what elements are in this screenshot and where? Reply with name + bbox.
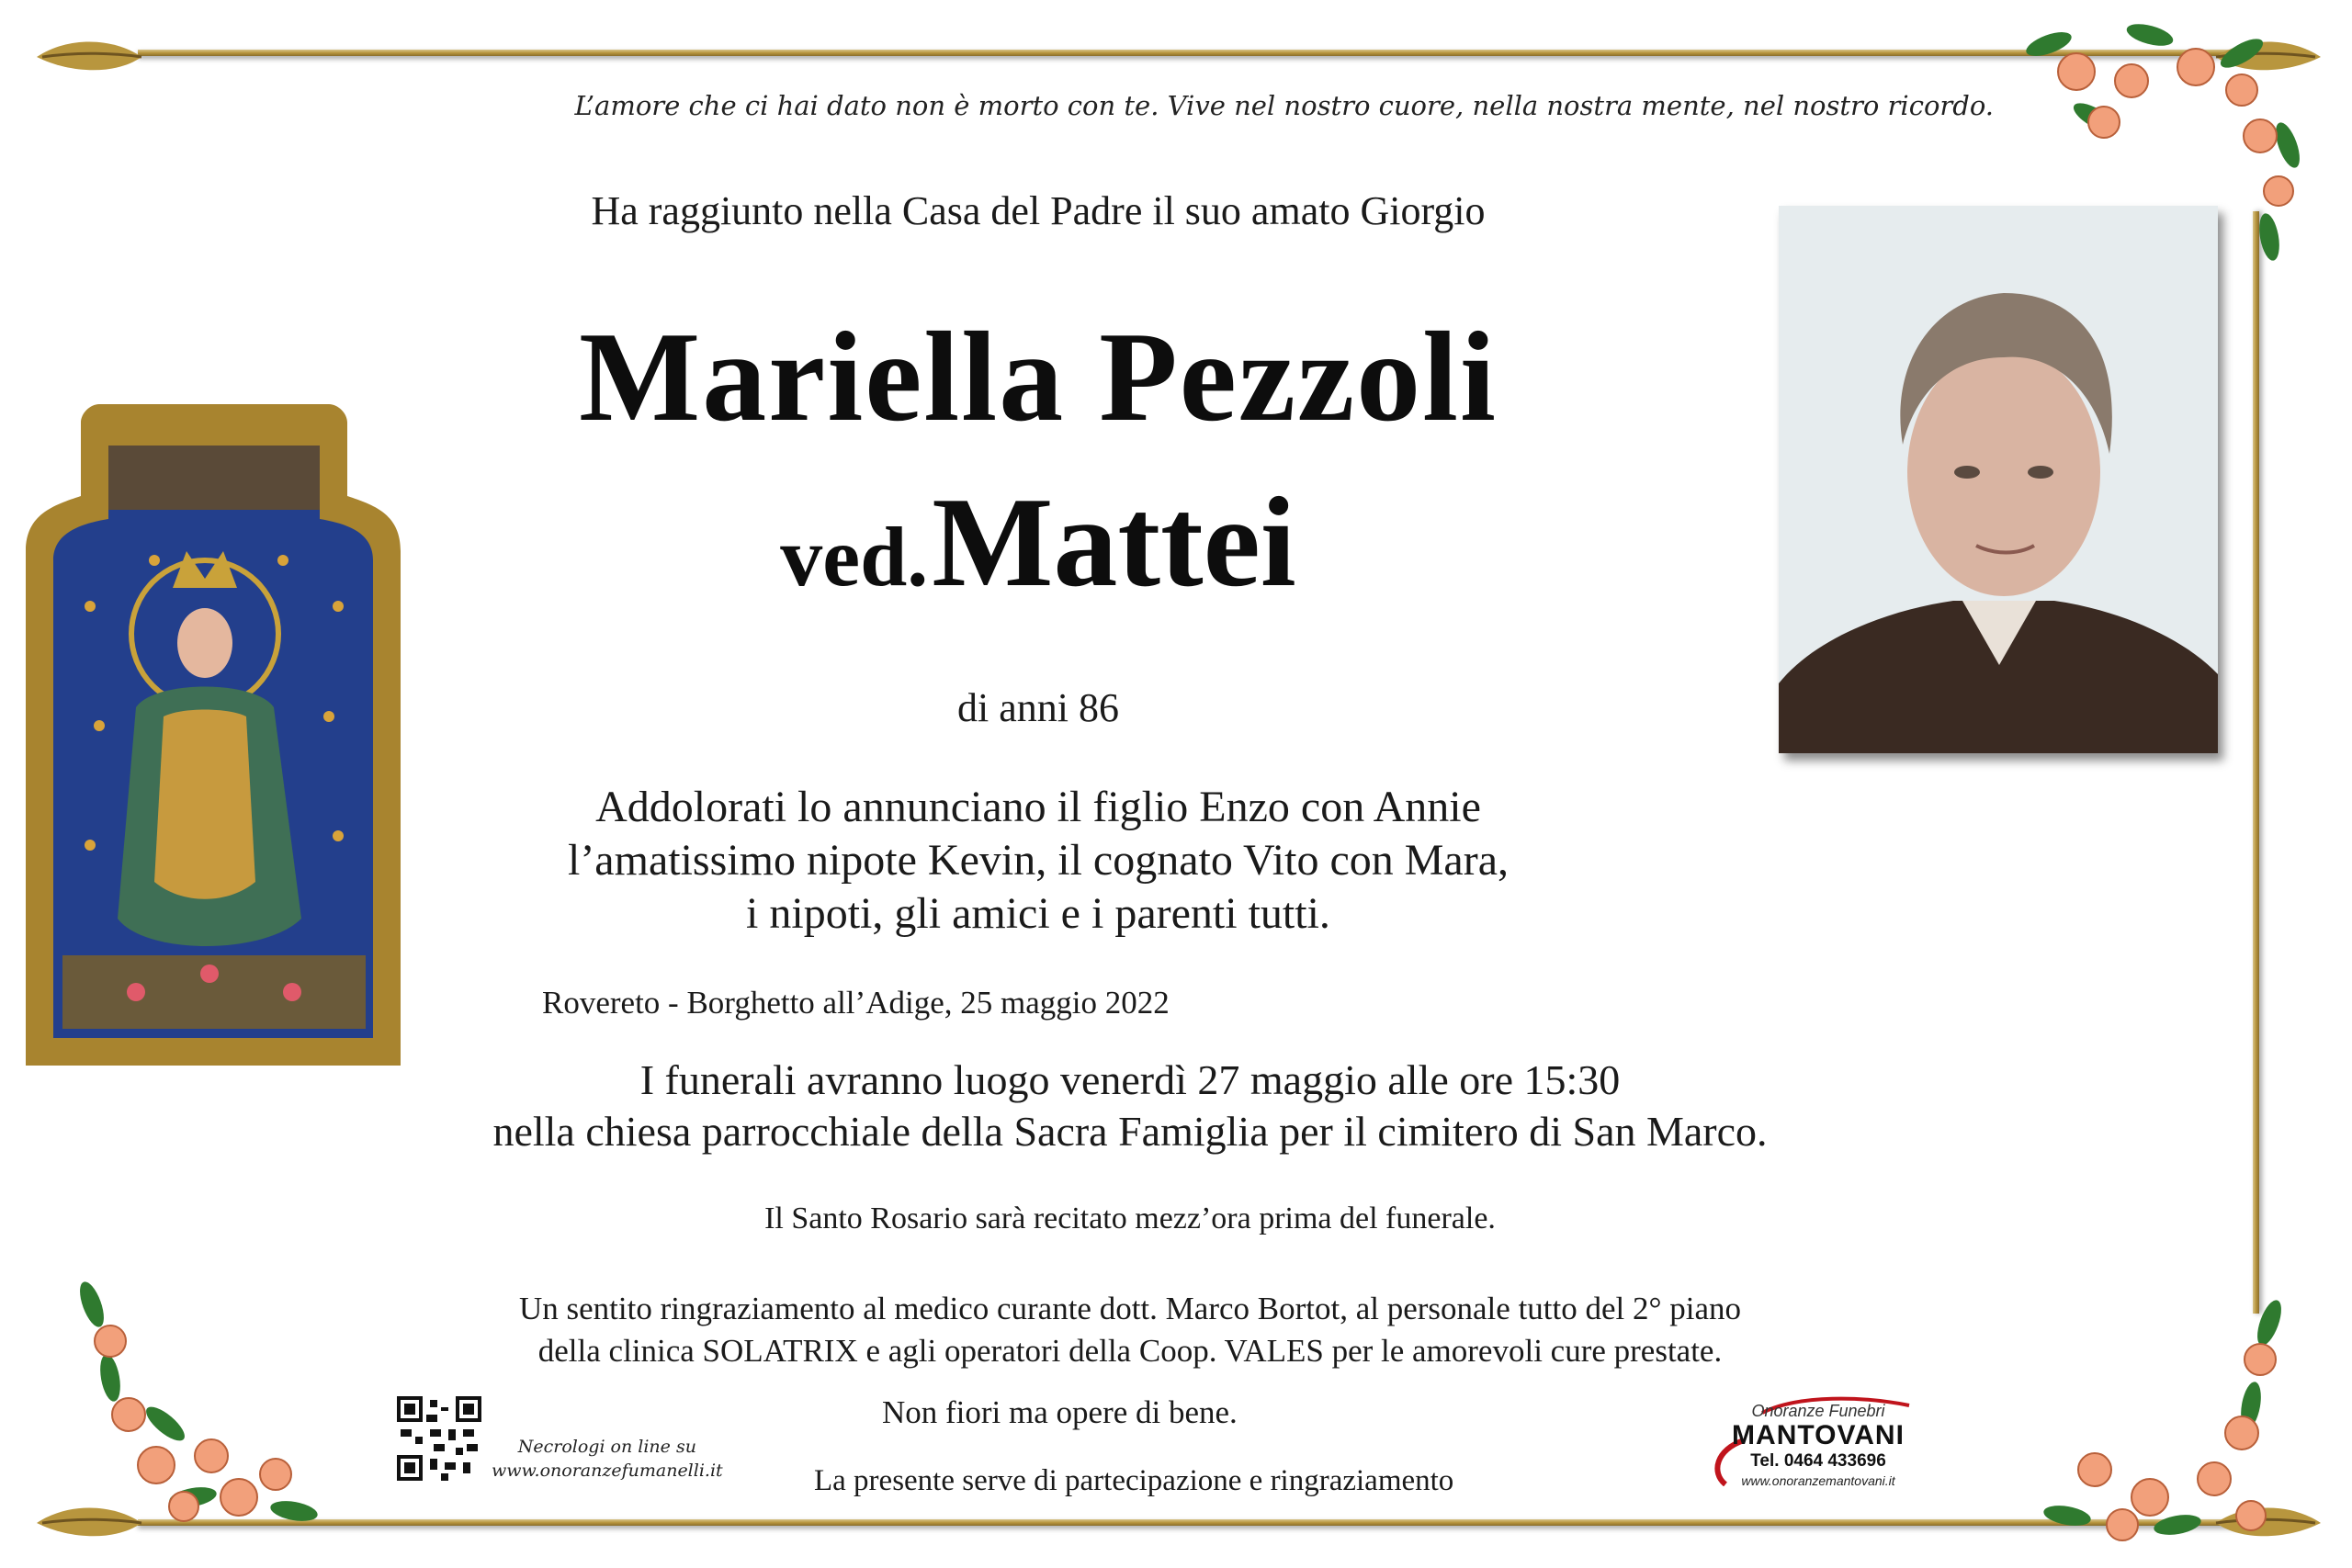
logo-subtitle: Onoranze Funebri	[1751, 1402, 1885, 1420]
qr-line: Necrologi on line su	[517, 1437, 696, 1457]
thanks-block	[0, 1288, 2352, 1372]
funeral-line: I funerali avranno luogo venerdì 27 maggio alle ore 15:30	[639, 1056, 1621, 1103]
funeral-line: nella chiesa parrocchiale della Sacra Famiglia per il cimitero di San Marco.	[492, 1108, 1768, 1155]
frame-bottom-rule	[138, 1519, 2297, 1526]
age-line: di anni 86	[957, 685, 1119, 730]
participation-line: La presente serve di partecipazione e ringraziamento	[814, 1464, 1454, 1497]
online-obituaries-note	[492, 1435, 723, 1483]
thanks-line: della clinica SOLATRIX e agli operatori della Coop. VALES per le amorevoli cure prestate.	[537, 1333, 1723, 1369]
logo-phone: Tel. 0464 433696	[1750, 1451, 1886, 1471]
announcement-line: Addolorati lo annunciano il figlio Enzo con Annie	[595, 783, 1481, 831]
intro-line: Ha raggiunto nella Casa del Padre il suo amato Giorgio	[591, 188, 1486, 233]
logo-name: MANTOVANI	[1732, 1420, 1905, 1450]
qr-code-icon[interactable]	[397, 1396, 481, 1481]
funeral-block	[0, 1055, 2352, 1157]
logo-website[interactable]: www.onoranzemantovani.it	[1741, 1473, 1895, 1488]
gold-leaf-top-left-icon	[33, 37, 143, 77]
thanks-line: Un sentito ringraziamento al medico curante dott. Marco Bortot, al personale tutto del 2° piano	[519, 1291, 1741, 1326]
name-prefix: ved.	[780, 510, 929, 604]
frame-top-rule	[138, 50, 2297, 56]
qr-url[interactable]: www.onoranzefumanelli.it	[492, 1461, 723, 1481]
name-surname: Mattei	[932, 471, 1296, 614]
rosary-line: Il Santo Rosario sarà recitato mezz’ora prima del funerale.	[764, 1201, 1496, 1235]
announcement-line: i nipoti, gli amici e i parenti tutti.	[746, 889, 1330, 938]
announcement-line: l’amatissimo nipote Kevin, il cognato Vito con Mara,	[567, 836, 1510, 885]
no-flowers-line: Non fiori ma opere di bene.	[882, 1394, 1238, 1430]
portrait-photo	[1779, 206, 2218, 753]
deceased-name: Mariella Pezzoli	[579, 306, 1498, 448]
motto-text: L’amore che ci hai dato non è morto con te. Vive nel nostro cuore, nella nostra mente, nel nostro ricordo.	[574, 90, 1994, 121]
madonna-icon	[26, 404, 401, 1066]
place-date: Rovereto - Borghetto all’Adige, 25 maggio 2022	[542, 985, 1170, 1021]
